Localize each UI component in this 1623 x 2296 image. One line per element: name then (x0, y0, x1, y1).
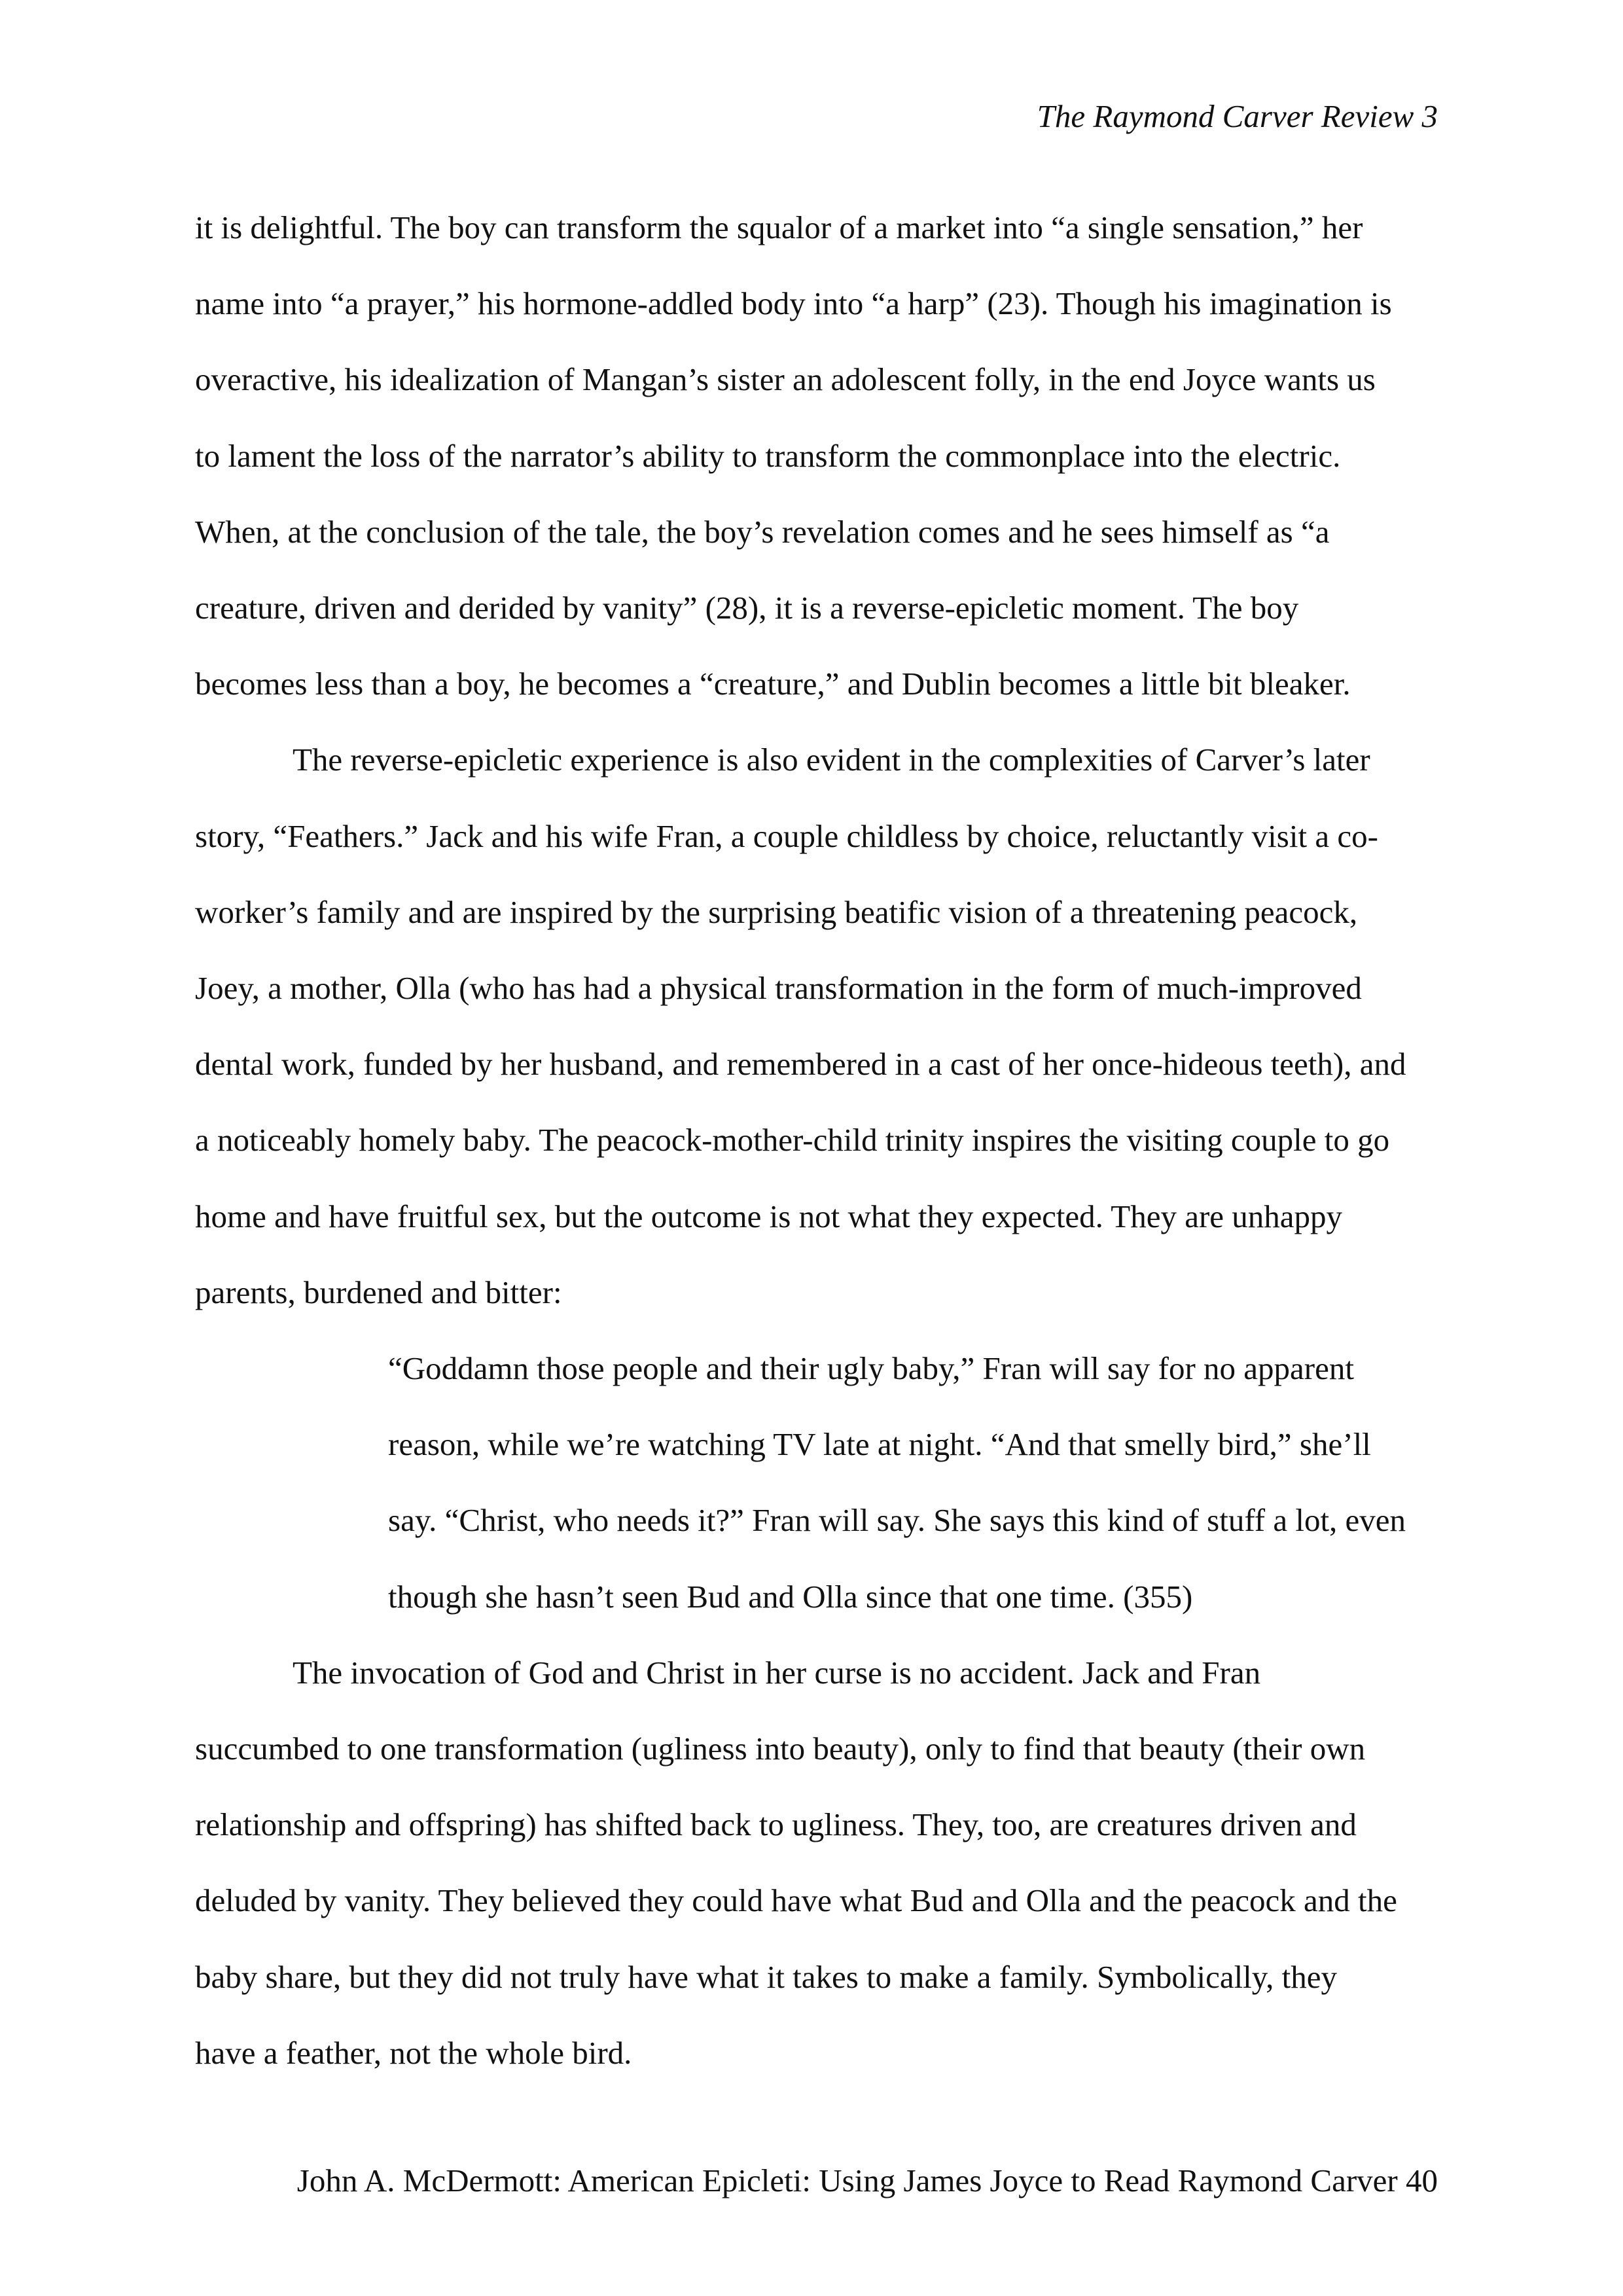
quote-line: reason, while we’re watching TV late at night. “And that smelly bird,” she’ll (388, 1426, 1371, 1463)
text-line: story, “Feathers.” Jack and his wife Fran, a couple childless by choice, reluctantly visit a co- (195, 817, 1378, 854)
text-line: home and have fruitful sex, but the outcome is not what they expected. They are unhappy (195, 1198, 1343, 1234)
text-line: The invocation of God and Christ in her curse is no accident. Jack and Fran (293, 1654, 1261, 1691)
text-line: deluded by vanity. They believed they could have what Bud and Olla and the peacock and the (195, 1882, 1397, 1919)
text-line: have a feather, not the whole bird. (195, 2034, 632, 2071)
text-line: name into “a prayer,” his hormone-addled body into “a harp” (23). Though his imagination is (195, 285, 1392, 322)
text-line: a noticeably homely baby. The peacock-mother-child trinity inspires the visiting couple to go (195, 1122, 1390, 1158)
paragraph-3 (195, 1635, 1438, 2091)
text-line: worker’s family and are inspired by the surprising beatific vision of a threatening peacock, (195, 893, 1358, 930)
text-line: relationship and offspring) has shifted back to ugliness. They, too, are creatures driven and (195, 1806, 1357, 1843)
text-line: baby share, but they did not truly have what it takes to make a family. Symbolically, they (195, 1958, 1337, 1995)
text-line: creature, driven and derided by vanity” (28), it is a reverse-epicletic moment. The boy (195, 590, 1299, 626)
text-line: dental work, funded by her husband, and remembered in a cast of her once-hideous teeth), and (195, 1046, 1406, 1083)
text-line: succumbed to one transformation (ugliness into beauty), only to find that beauty (their own (195, 1731, 1366, 1767)
text-line: Joey, a mother, Olla (who has had a physical transformation in the form of much-improved (195, 970, 1362, 1007)
text-line: becomes less than a boy, he becomes a “creature,” and Dublin becomes a little bit bleaker. (195, 666, 1351, 702)
paragraph-2 (195, 722, 1438, 1331)
text-line: When, at the conclusion of the tale, the boy’s revelation comes and he sees himself as “a (195, 513, 1330, 550)
text-line: to lament the loss of the narrator’s ability to transform the commonplace into the electric. (195, 437, 1341, 474)
quote-line: say. “Christ, who needs it?” Fran will say. She says this kind of stuff a lot, even (388, 1502, 1406, 1539)
quote-line: though she hasn’t seen Bud and Olla since that one time. (355) (388, 1578, 1193, 1615)
text-line: parents, burdened and bitter: (195, 1274, 562, 1310)
running-header: The Raymond Carver Review 3 (1037, 98, 1438, 134)
running-footer: John A. McDermott: American Epicleti: Using James Joyce to Read Raymond Carver 40 (296, 2162, 1438, 2198)
text-line: overactive, his idealization of Mangan’s sister an adolescent folly, in the end Joyce wants us (195, 361, 1376, 398)
paragraph-1 (195, 190, 1438, 722)
quote-line: “Goddamn those people and their ugly baby,” Fran will say for no apparent (388, 1350, 1354, 1387)
article-body (195, 190, 1438, 2091)
text-line: The reverse-epicletic experience is also evident in the complexities of Carver’s later (293, 742, 1370, 778)
block-quotation (195, 1331, 1438, 1635)
text-line: it is delightful. The boy can transform the squalor of a market into “a single sensation,” her (195, 209, 1363, 245)
